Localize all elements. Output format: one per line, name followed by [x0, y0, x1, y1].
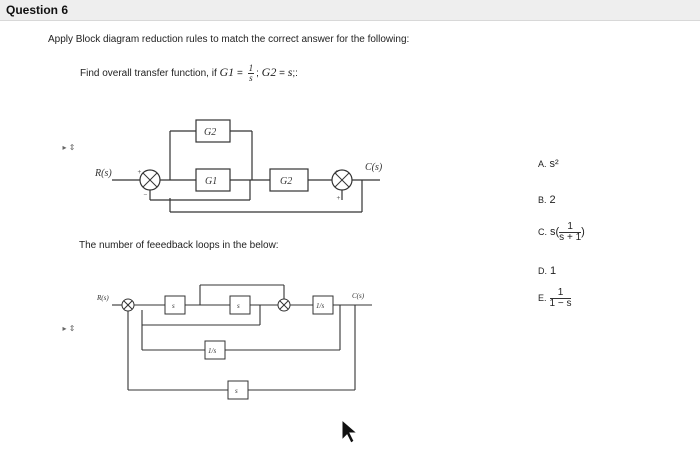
svg-text:+: +	[137, 168, 142, 176]
given-prefix: Find overall transfer function, if	[80, 68, 220, 80]
input-label-2: R(s)	[97, 294, 109, 302]
svg-text:s: s	[235, 387, 238, 395]
svg-text:+: +	[334, 168, 339, 176]
input-label-1: R(s)	[95, 168, 112, 179]
answer-a: A. s²	[538, 158, 559, 170]
output-label-1: C(s)	[365, 162, 383, 173]
question-2-prompt: The number of feeedback loops in the below:	[79, 240, 279, 251]
block-g2-top-label: G2	[204, 127, 217, 138]
svg-text:s: s	[237, 302, 240, 310]
g2-value: s	[287, 65, 293, 80]
g1-fraction: $\frac{1}{s}$	[248, 63, 254, 83]
mouse-cursor-icon	[340, 418, 360, 444]
svg-text:+: +	[336, 194, 341, 202]
answer-select-1[interactable]: ▸ ⇕	[62, 143, 76, 152]
g1-label: G1	[219, 65, 235, 80]
block-2b	[230, 296, 250, 314]
svg-text:1/s: 1/s	[316, 302, 325, 310]
block-2e	[228, 381, 248, 399]
answer-select-2[interactable]: ▸ ⇕	[62, 324, 76, 333]
block-2a	[165, 296, 185, 314]
question-prompt: Apply Block diagram reduction rules to match the correct answer for the following:	[48, 34, 410, 45]
svg-text:−: −	[143, 191, 148, 199]
g2-label: G2	[261, 65, 277, 80]
given-statement: Find overall transfer function, if G1 = $\frac{1}{s}$ ; G2 = s;:	[80, 63, 298, 83]
block-g2-right-label: G2	[280, 176, 293, 187]
answer-d: D. 1	[538, 265, 557, 277]
answer-b: B. 2	[538, 194, 556, 206]
output-label-2: C(s)	[352, 292, 365, 300]
answer-c: C. s( $\frac{1}{s + 1}$ )	[538, 221, 585, 243]
svg-text:1/s: 1/s	[208, 347, 217, 355]
svg-text:s: s	[172, 302, 175, 310]
question-title: Question 6	[6, 3, 69, 17]
answer-e: E. $\frac{1}{1 - s}$	[538, 287, 572, 309]
block-g1-label: G1	[205, 176, 218, 187]
